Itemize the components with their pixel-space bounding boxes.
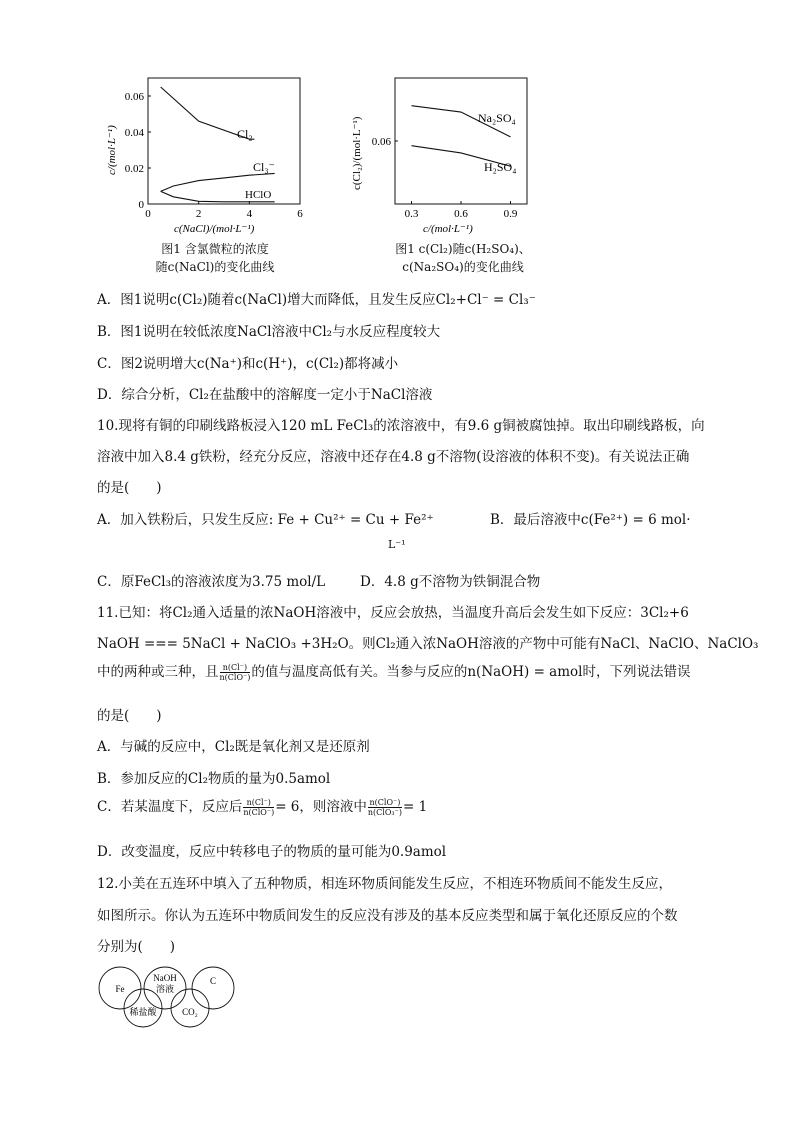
q11-fraction-cl-clo	[220, 663, 251, 682]
ring-label-c: C	[209, 976, 217, 986]
q11-option-c	[97, 795, 427, 817]
five-rings-diagram	[95, 960, 245, 1030]
frac-numerator: n(Cl⁻)	[243, 798, 274, 808]
q11-optc-fraction-1	[243, 798, 274, 817]
fig1-series-label-hclo: HClO	[245, 189, 272, 201]
x-tick-label: 4	[246, 208, 253, 220]
q11-stem-line2: NaOH === 5NaCl + NaClO₃ +3H₂O。则Cl₂通入浓NaOH溶液的产物中可能有NaCl、NaClO、NaClO₃	[97, 636, 759, 652]
fig2-y-axis-label: c(Cl₂)/(mol·L⁻¹)	[351, 116, 363, 190]
q10-stem-line1: 10.现将有铜的印刷线路板浸入120 mL FeCl₃的浓溶液中，有9.6 g铜被腐蚀掉。取出印刷线路板，向	[97, 418, 705, 434]
q11-stem-line1: 11.已知：将Cl₂通入适量的浓NaOH溶液中，反应会放热，当温度升高后会发生如下反应：3Cl₂+6	[97, 605, 689, 621]
fig2-series-label-na2so4: Na₂SO₄	[478, 111, 516, 125]
frac-numerator: n(Cl⁻)	[220, 663, 251, 673]
x-tick-label: 6	[297, 208, 303, 220]
q10-option-b-cont: L⁻¹	[388, 538, 406, 551]
fig2-series-label-h2so4: H₂SO₄	[484, 160, 517, 174]
ring-label-naoh-2: 溶液	[155, 984, 175, 994]
q11-optc-pre: C．若某温度下，反应后	[97, 799, 243, 815]
fig1-y-axis-label: c/(mol·L⁻¹)	[106, 125, 118, 175]
ring-label-naoh: NaOH	[153, 973, 177, 983]
q9-option-b: B．图1说明在较低浓度NaCl溶液中Cl₂与水反应程度较大	[97, 324, 441, 340]
q10-option-b: B．最后溶液中c(Fe²⁺) = 6 mol·	[490, 512, 691, 528]
q11-stem-line3	[97, 660, 690, 682]
q11-optc-mid: = 6，则溶液中	[275, 799, 367, 815]
x-tick-label: 0	[145, 208, 151, 220]
q12-stem-line1: 12.小美在五连环中填入了五种物质，相连环物质间能发生反应，不相连环物质间不能发生反应，	[97, 876, 672, 892]
fig2-x-axis-label: c/(mol·L⁻¹)	[423, 223, 473, 235]
ring-label-hcl: 稀盐酸	[129, 1007, 157, 1017]
fig2-caption-line1: 图1 c(Cl₂)随c(H₂SO₄)、	[395, 242, 531, 256]
fig2-caption-line2: c(Na₂SO₄)的变化曲线	[402, 260, 524, 274]
figure-1	[100, 70, 315, 235]
x-tick-label: 2	[195, 208, 202, 220]
q10-stem-line2: 溶液中加入8.4 g铁粉，经充分反应，溶液中还存在4.8 g不溶物(设溶液的体积不变)。有关说法正确	[97, 449, 690, 465]
q10-stem-line3: 的是( )	[97, 480, 162, 496]
ring-c	[192, 967, 234, 1009]
fig1-series-label-cl2: Cl₂	[237, 127, 253, 141]
y-tick-label: 0	[138, 199, 144, 211]
q11-line3-pre: 中的两种或三种，且	[97, 664, 219, 680]
x-tick-label: 0.9	[503, 208, 518, 220]
fig1-caption-line1: 图1 含氯微粒的浓度	[161, 242, 269, 256]
q12-stem-line3: 分别为( )	[97, 939, 176, 955]
y-tick-label: 0.06	[124, 91, 144, 103]
q11-option-b: B．参加反应的Cl₂物质的量为0.5amol	[97, 771, 331, 787]
frac-numerator: n(ClO⁻)	[369, 798, 401, 807]
q10-option-c: C．原FeCl₃的溶液浓度为3.75 mol/L	[97, 574, 326, 590]
q12-stem-line2: 如图所示。你认为五连环中物质间发生的反应没有涉及的基本反应类型和属于氧化还原反应的个数	[97, 908, 678, 924]
fig1-x-axis-label: c(NaCl)/(mol·L⁻¹)	[174, 223, 255, 235]
q11-optc-post: = 1	[402, 799, 428, 815]
figure-1-chart	[100, 70, 315, 235]
q11-optc-fraction-2	[368, 798, 402, 817]
fig1-caption-line2: 随c(NaCl)的变化曲线	[155, 260, 275, 274]
frac-denominator: n(ClO⁻)	[219, 673, 251, 682]
x-tick-label: 0.3	[404, 208, 419, 220]
q9-option-d: D．综合分析，Cl₂在盐酸中的溶解度一定小于NaCl溶液	[97, 387, 433, 403]
y-tick-label: 0.02	[124, 163, 144, 175]
five-rings-svg	[95, 960, 245, 1030]
y-tick-label: 0.06	[371, 136, 391, 148]
q9-option-a: A．图1说明c(Cl₂)随着c(NaCl)增大而降低，且发生反应Cl₂+Cl⁻ = Cl₃⁻	[97, 292, 536, 308]
frac-denominator: n(ClO⁻)	[243, 808, 275, 817]
q9-option-c: C．图2说明增大c(Na⁺)和c(H⁺)，c(Cl₂)都将减小	[97, 356, 399, 372]
ring-label-co2: CO₂	[182, 1007, 198, 1017]
q10-option-a: A．加入铁粉后，只发生反应: Fe + Cu²⁺ = Cu + Fe²⁺	[97, 512, 434, 528]
q11-option-a: A．与碱的反应中，Cl₂既是氧化剂又是还原剂	[97, 739, 370, 755]
figure-2-chart	[345, 70, 545, 235]
frac-denominator: n(ClO₃⁻)	[367, 808, 402, 817]
fig1-series-label-cl3: Cl₃⁻	[253, 160, 275, 174]
q11-line3-post: 的值与温度高低有关。当参与反应的n(NaOH) = amol时，下列说法错误	[251, 664, 691, 680]
y-tick-label: 0.04	[124, 127, 144, 139]
ring-label-fe: Fe	[115, 984, 125, 994]
q11-option-d: D．改变温度，反应中转移电子的物质的量可能为0.9amol	[97, 844, 447, 860]
q11-stem-line4: 的是( )	[97, 708, 162, 724]
x-tick-label: 0.6	[454, 208, 468, 220]
figure-2	[345, 70, 545, 235]
q10-option-d: D．4.8 g不溶物为铁铜混合物	[360, 574, 541, 590]
